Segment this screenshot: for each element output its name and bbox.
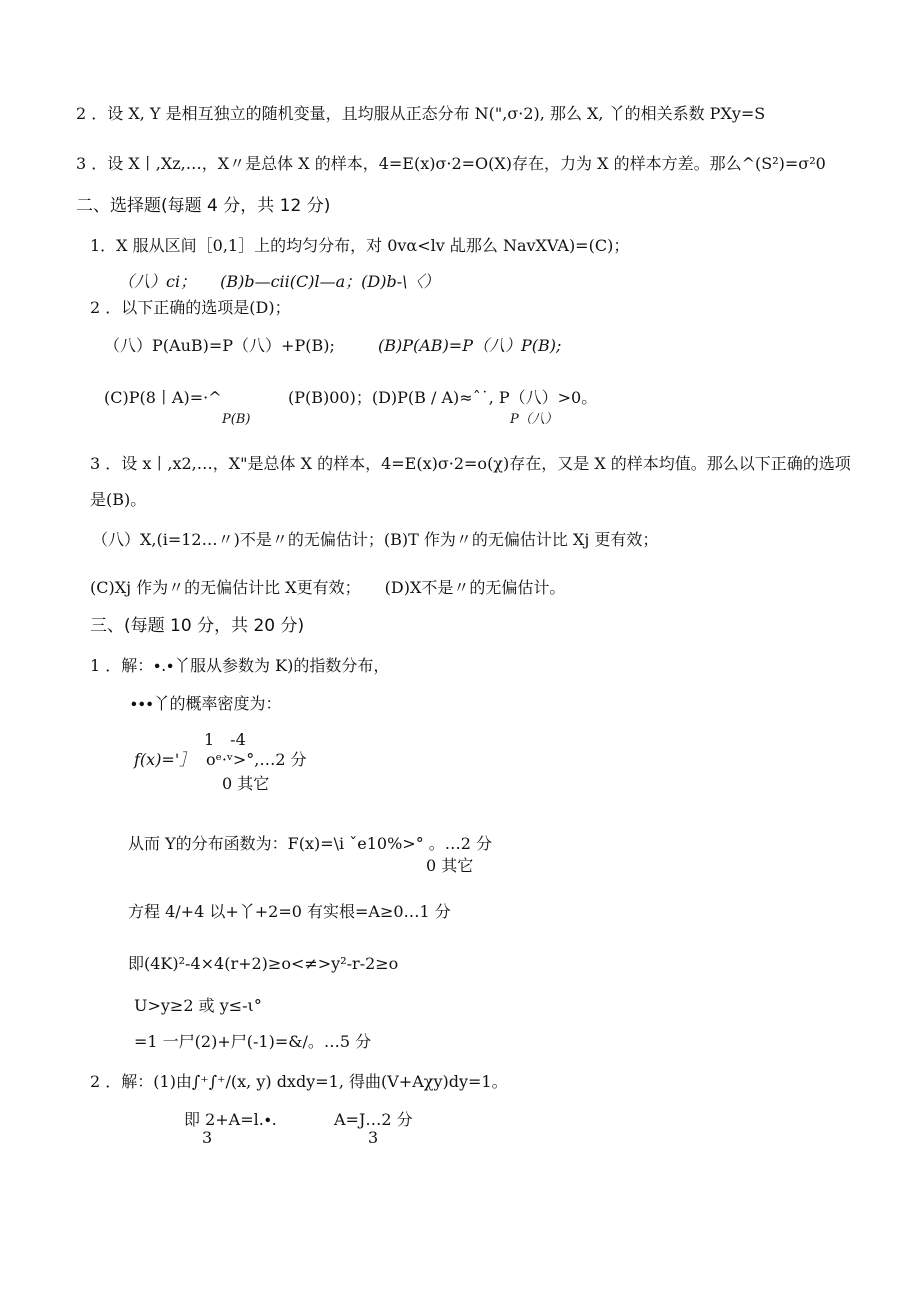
cdf-line: 从而 Y的分布函数为：F(x)=\i ˇe10%>° 。…2 分 bbox=[128, 834, 493, 853]
mc-q1-options: （八）ci； (B)b—cii(C)l—a；(D)b-\〈） bbox=[118, 272, 440, 291]
equation-line1: 方程 4/+4 以+丫+2=0 有实根=A≥0…1 分 bbox=[128, 902, 451, 921]
solution1-line1: 1 ．解：∙.∙丫服从参数为 K)的指数分布， bbox=[90, 656, 390, 675]
density-rhs: oᵉ·ᵛ>°,…2 分 bbox=[206, 750, 307, 769]
density-else: 0 其它 bbox=[222, 774, 270, 793]
fill-blank-q2: 2 ．设 X, Y 是相互独立的随机变量，且均服从正态分布 N(",σ·2), 那么 X, 丫的相关系数 PXy=S bbox=[76, 104, 766, 123]
section2-title: 二、选择题(每题 4 分，共 12 分) bbox=[76, 196, 331, 216]
solution2-line2a: 即 2+A=l.∙. bbox=[184, 1110, 277, 1129]
mc-q3-options-ab: （八）X,(i=12…〃)不是〃的无偏估计；(B)T 作为〃的无偏估计比 Xj 更有效； bbox=[92, 530, 659, 549]
mc-q3-stem: 3 ．设 x丨,x2,…，X"是总体 X 的样本，4=E(x)σ·2=o(χ)存在，又是 X 的样本均值。那么以下正确的选项 bbox=[90, 454, 851, 473]
section3-title: 三、(每题 10 分，共 20 分) bbox=[90, 616, 305, 636]
mc-q2-stem: 2 ．以下正确的选项是(D)； bbox=[90, 298, 291, 317]
density-lhs: f(x)='］ bbox=[134, 750, 196, 769]
solution2-denominator-b: 3 bbox=[368, 1128, 379, 1147]
mc-q2-option-a: （八）P(AuB)=P（八）+P(B); bbox=[104, 336, 335, 355]
mc-q2-option-c: (C)P(8丨A)=·^ bbox=[104, 388, 222, 407]
solution2-line1: 2 ．解：(1)由∫⁺∫⁺/(x, y) dxdy=1, 得曲(V+Aχy)dy=1。 bbox=[90, 1072, 508, 1091]
solution2-denominator-a: 3 bbox=[202, 1128, 213, 1147]
mc-q3-options-cd: (C)Xj 作为〃的无偏估计比 X更有效； (D)X不是〃的无偏估计。 bbox=[90, 578, 566, 597]
mc-q2-option-b: (B)P(AB)=P（八）P(B); bbox=[378, 336, 562, 355]
solution1-line2: ∙∙∙丫的概率密度为： bbox=[130, 694, 282, 713]
mc-q1-stem: 1．X 服从区间［0,1］上的均匀分布，对 0vα<lv 乩那么 NavXVA)=(C)； bbox=[90, 236, 630, 255]
mc-q2-option-cd: (P(B)00)；(D)P(B / A)≈ˆ˙, P（八）>0。 bbox=[288, 388, 598, 407]
density-numerator: 1 -4 bbox=[204, 730, 246, 749]
equation-line2: 即(4K)²-4×4(r+2)≥o<≠>y²-r-2≥o bbox=[128, 954, 399, 973]
equation-line3: U>y≥2 或 y≤-ι° bbox=[134, 996, 262, 1015]
mc-q2-option-d-denominator: P（八） bbox=[510, 412, 558, 427]
fill-blank-q3: 3 ．设 X丨,Xz,…，X〃是总体 X 的样本，4=E(x)σ·2=O(X)存在，力为 X 的样本方差。那么^(S²)=σ²0 bbox=[76, 154, 826, 173]
mc-q2-option-c-denominator: P(B) bbox=[222, 412, 251, 427]
equation-line4: =1 一尸(2)+尸(-1)=&/。…5 分 bbox=[134, 1032, 372, 1051]
solution2-line2b: A=J…2 分 bbox=[334, 1110, 413, 1129]
mc-q3-stem-cont: 是(B)。 bbox=[90, 490, 147, 509]
cdf-else: 0 其它 bbox=[426, 856, 474, 875]
